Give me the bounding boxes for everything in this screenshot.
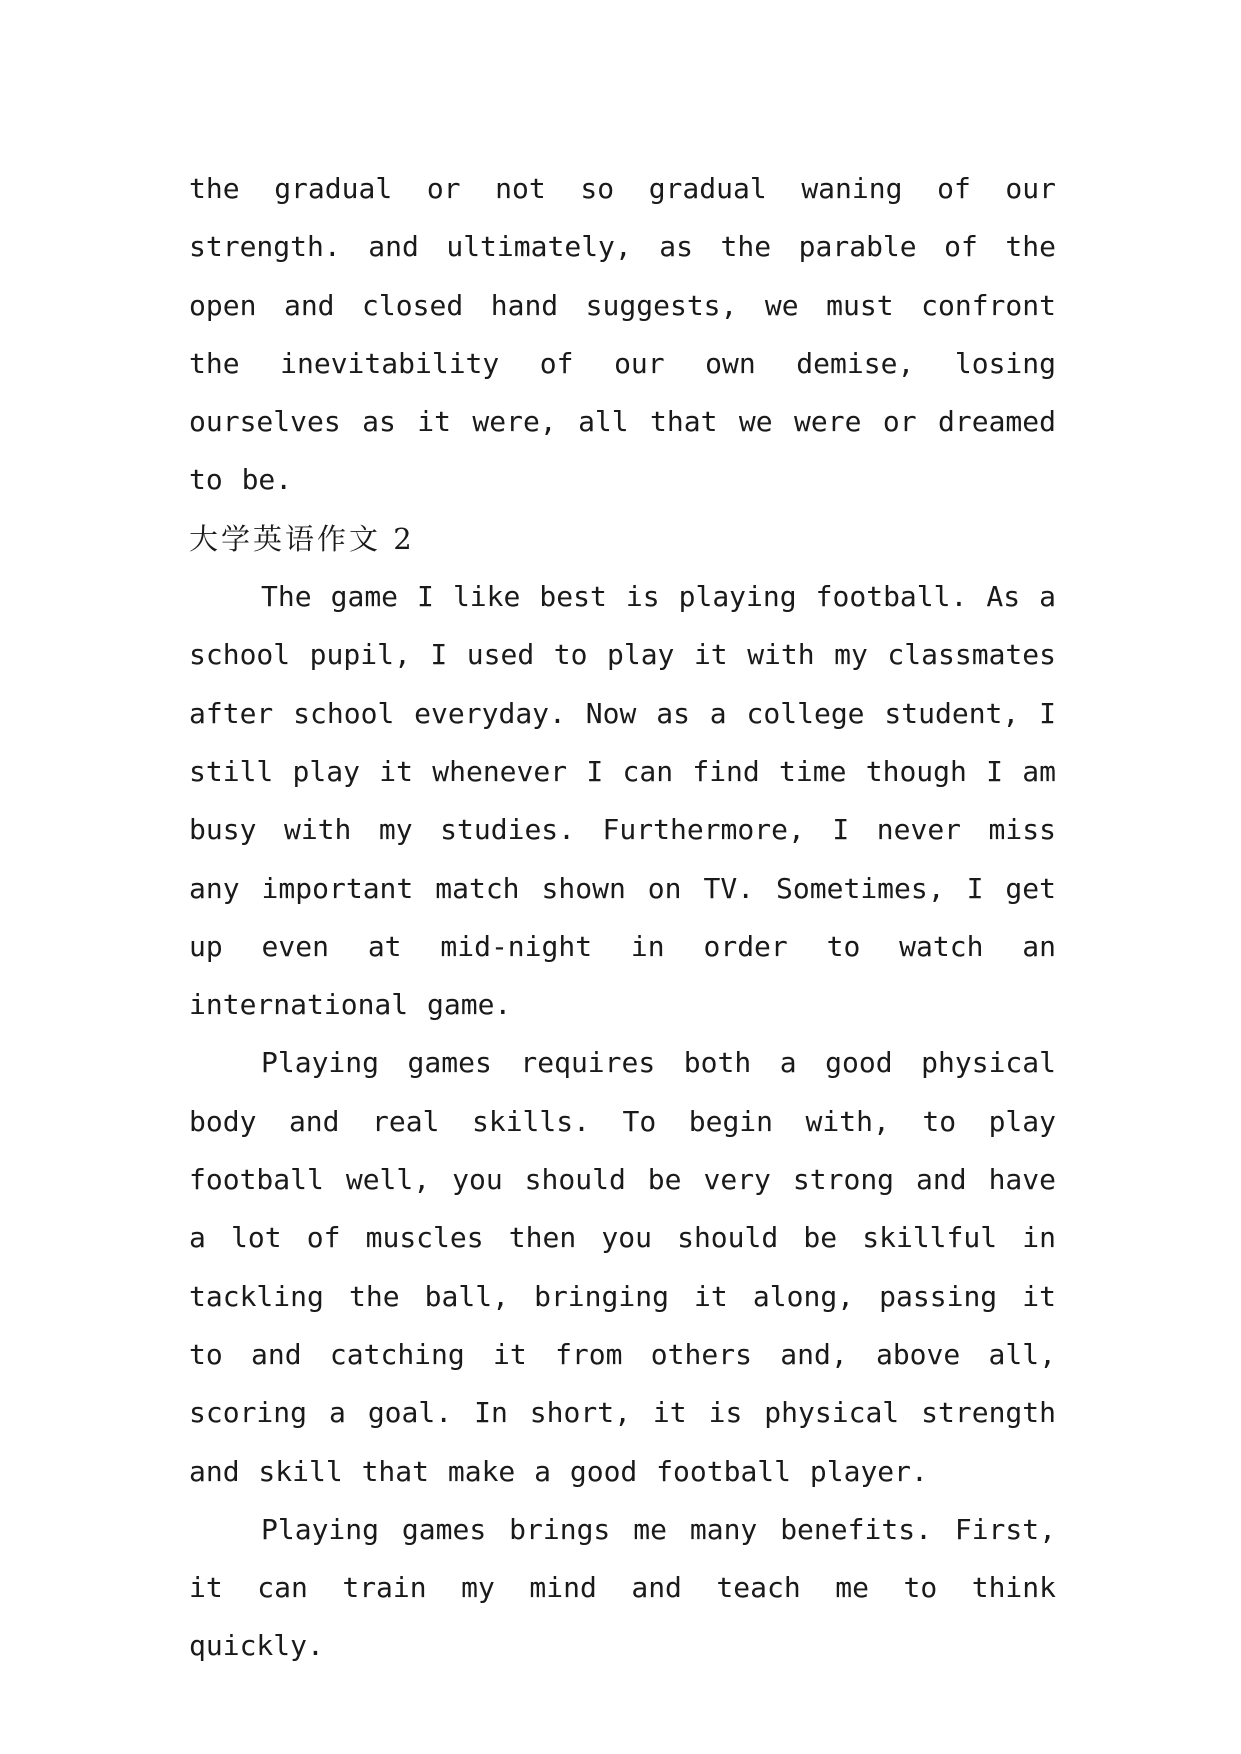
essay-heading: 大学英语作文 2	[189, 521, 415, 556]
document-body	[189, 160, 1056, 1676]
intro-paragraph: the gradual or not so gradual waning of our strength. and ultimately, as the parable of the open and closed hand suggests, we must confront the inevitability of our own demise, losing ourselves as it were, all that we were or dreamed to be.	[189, 172, 1056, 497]
body-paragraph-3: Playing games brings me many benefits. First, it can train my mind and teach me to think quickly.	[189, 1512, 1056, 1663]
body-paragraph-1: The game I like best is playing football. As a school pupil, I used to play it with my classmates after school everyday. Now as a college student, I still play it whenever I can find time though I am busy with my studies. Furthermore, I never miss any important match shown on TV. Sometimes, I get up even at mid-night in order to watch an international game.	[189, 580, 1056, 1022]
body-paragraph-2: Playing games requires both a good physical body and real skills. To begin with, to play football well, you should be very strong and have a lot of muscles then you should be skillful in tackling the ball, bringing it along, passing it to and catching it from others and, above all, scoring a goal. In short, it is physical strength and skill that make a good football player.	[189, 1046, 1056, 1488]
